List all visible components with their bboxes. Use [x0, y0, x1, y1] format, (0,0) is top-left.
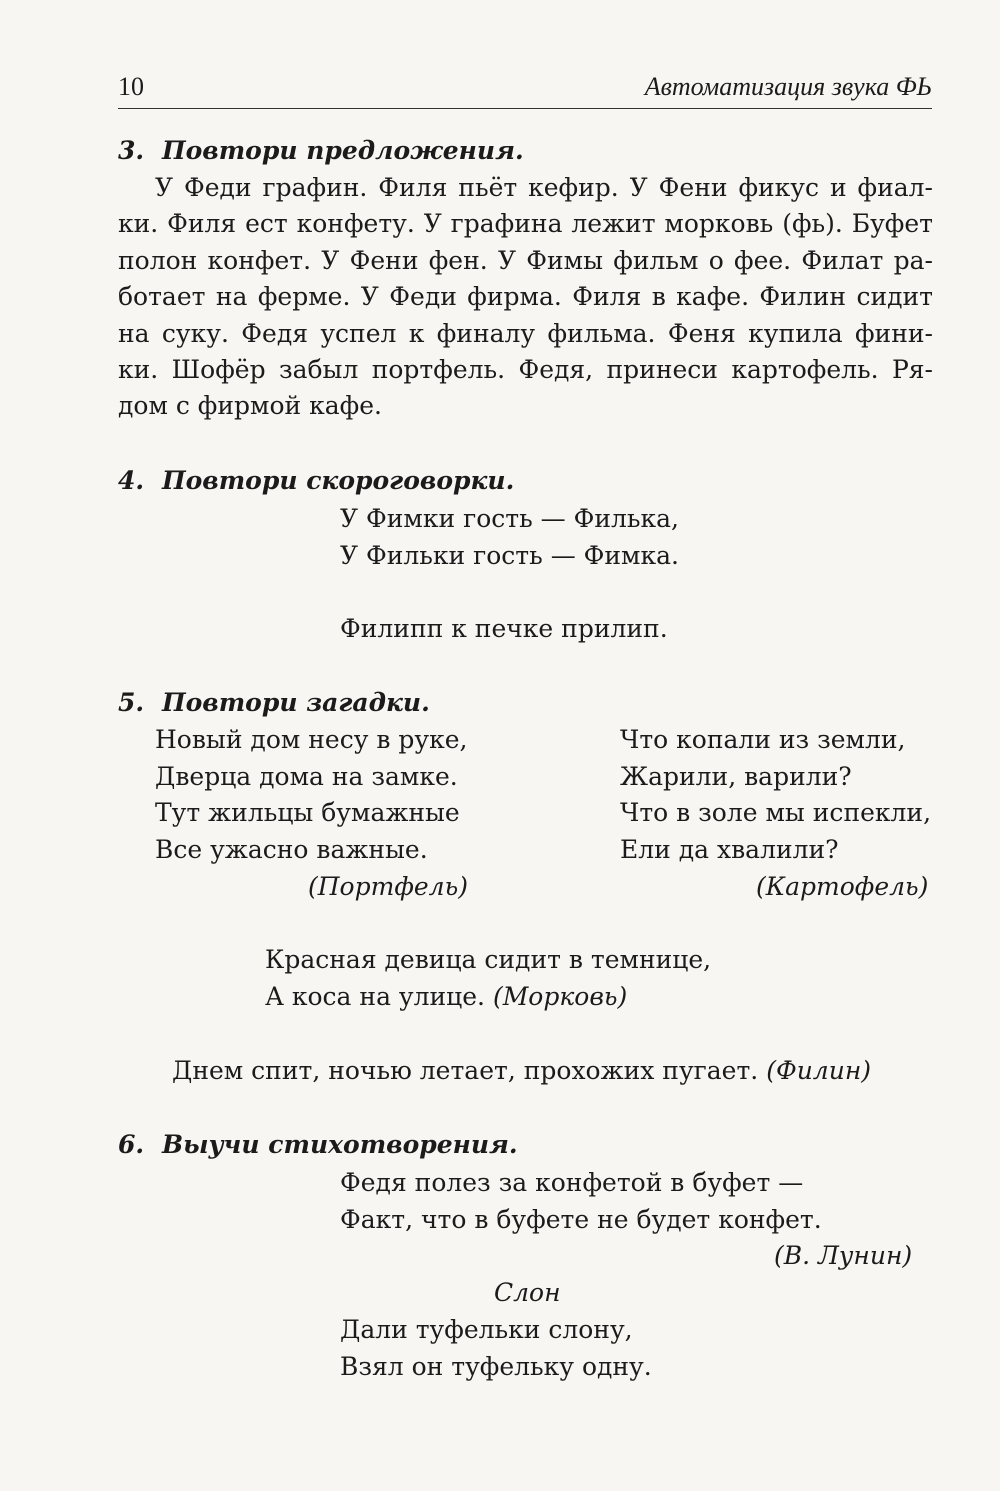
- riddle-line: Ели да хвалили?: [620, 835, 839, 864]
- header-divider: [118, 108, 932, 109]
- paragraph-line: ки. Филя ест конфету. У графина лежит морковь (фь). Буфет: [118, 209, 933, 239]
- riddle-line: [172, 1056, 871, 1085]
- page-number: 10: [118, 72, 144, 101]
- section-number: 6.: [118, 1130, 145, 1159]
- riddle-line: Красная девица сидит в темнице,: [265, 945, 712, 974]
- paragraph-line: на суку. Федя успел к финалу фильма. Феня купила фини-: [118, 318, 933, 348]
- section-3-paragraph: [118, 170, 933, 425]
- riddle-line: [265, 982, 627, 1011]
- running-title: Автоматизация звука ФЬ: [644, 72, 932, 101]
- tongue-twister-line: У Фимки гость — Филька,: [340, 504, 679, 533]
- riddle-text: А коса на улице.: [265, 982, 485, 1011]
- section-title: Повтори скороговорки.: [162, 466, 515, 495]
- poem-line: Федя полез за конфетой в буфет —: [340, 1168, 804, 1197]
- poem-line: Дали туфельки слону,: [340, 1315, 633, 1344]
- section-5-heading: [118, 688, 430, 717]
- poem-line: Факт, что в буфете не будет конфет.: [340, 1205, 822, 1234]
- tongue-twister-line: У Фильки гость — Фимка.: [340, 541, 679, 570]
- section-number: 5.: [118, 688, 145, 717]
- riddle-line: Жарили, варили?: [620, 762, 852, 791]
- riddle-answer: (Филин): [766, 1056, 872, 1085]
- section-title: Выучи стихотворения.: [162, 1130, 518, 1159]
- poem-author: (В. Лунин): [774, 1241, 913, 1270]
- poem-line: Взял он туфельку одну.: [340, 1352, 652, 1381]
- riddle-line: Тут жильцы бумажные: [155, 798, 460, 827]
- paragraph-line: ки. Шофёр забыл портфель. Федя, принеси картофель. Ря-: [118, 355, 933, 385]
- section-3-heading: [118, 136, 524, 165]
- riddle-line: Все ужасно важные.: [155, 835, 428, 864]
- riddle-line: Что в золе мы испекли,: [620, 798, 932, 827]
- riddle-text: Днем спит, ночью летает, прохожих пугает.: [172, 1056, 759, 1085]
- paragraph-line: полон конфет. У Фени фен. У Фимы фильм о фее. Филат ра-: [118, 245, 933, 275]
- riddle-line: Что копали из земли,: [620, 725, 906, 754]
- riddle-line: Дверца дома на замке.: [155, 762, 458, 791]
- riddle-line: Новый дом несу в руке,: [155, 725, 468, 754]
- paragraph-line: дом с фирмой кафе.: [118, 391, 382, 421]
- section-title: Повтори загадки.: [162, 688, 430, 717]
- paragraph-line: У Феди графин. Филя пьёт кефир. У Фени фикус и фиал-: [155, 173, 933, 202]
- riddle-answer: (Морковь): [492, 982, 628, 1011]
- riddle-answer: (Портфель): [308, 872, 468, 901]
- section-4-heading: [118, 466, 514, 495]
- tongue-twister-line: Филипп к печке прилип.: [340, 614, 668, 643]
- paragraph-line: ботает на ферме. У Феди фирма. Филя в кафе. Филин сидит: [118, 282, 933, 312]
- section-title: Повтори предложения.: [162, 136, 524, 165]
- section-number: 3.: [118, 136, 145, 165]
- section-number: 4.: [118, 466, 145, 495]
- riddle-answer: (Картофель): [756, 872, 929, 901]
- poem-title: Слон: [494, 1278, 561, 1307]
- section-6-heading: [118, 1130, 518, 1159]
